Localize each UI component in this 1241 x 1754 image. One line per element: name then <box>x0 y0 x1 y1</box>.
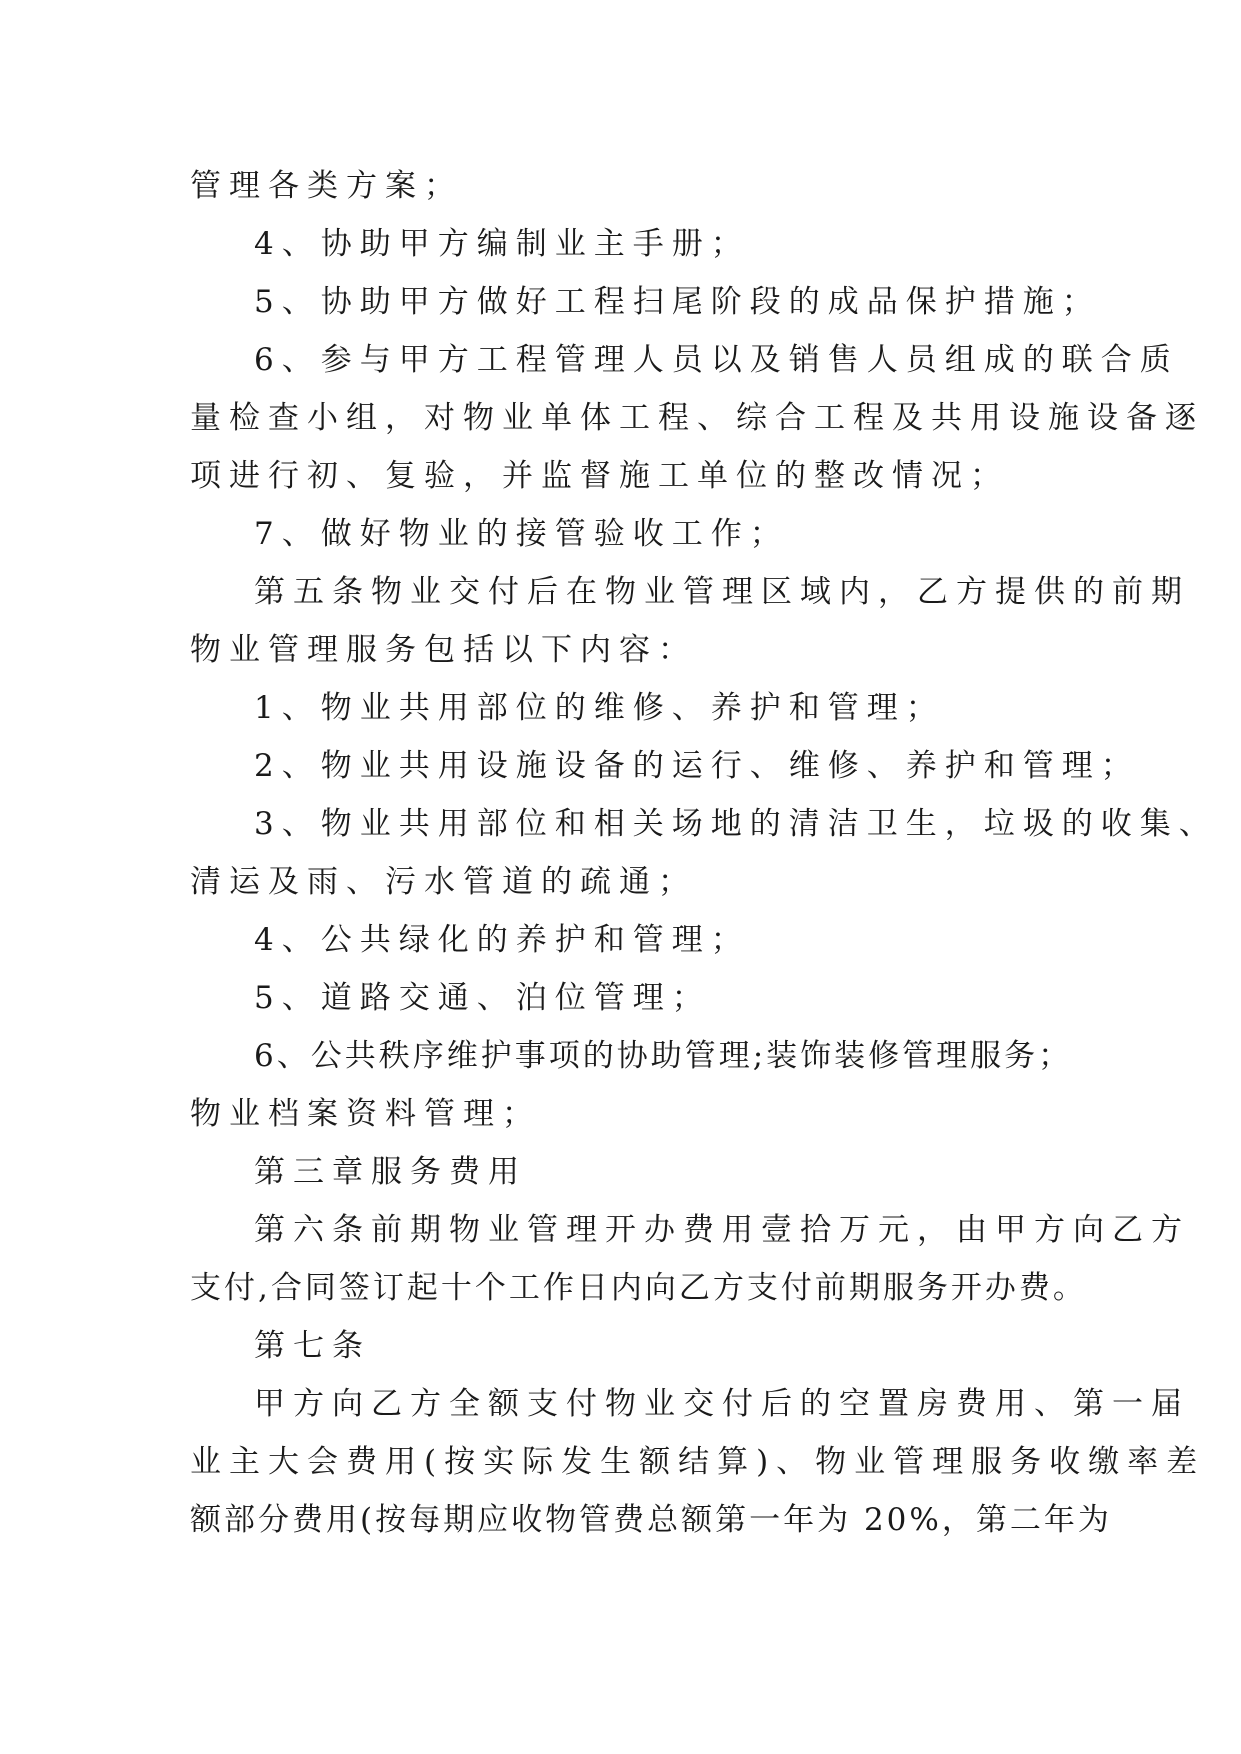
text-line: 清运及雨、污水管道的疏通； <box>190 864 697 900</box>
document-body <box>190 157 1218 1549</box>
text-line: 2、物业共用设施设备的运行、维修、养护和管理； <box>254 748 1140 784</box>
text-line: 6、参与甲方工程管理人员以及销售人员组成的联合质 <box>254 342 1179 378</box>
text-line: 业主大会费用(按实际发生额结算)、物业管理服务收缴率差 <box>190 1444 1206 1480</box>
text-line: 第六条前期物业管理开办费用壹拾万元，由甲方向乙方 <box>254 1212 1190 1248</box>
text-line: 6、公共秩序维护事项的协助管理;装饰装修管理服务； <box>254 1038 1073 1074</box>
text-line: 1、物业共用部位的维修、养护和管理； <box>254 690 945 726</box>
text-line: 物业管理服务包括以下内容： <box>190 632 697 668</box>
text-line: 4、协助甲方编制业主手册； <box>254 226 750 262</box>
text-line: 支付,合同签订起十个工作日内向乙方支付前期服务开办费。 <box>190 1270 1087 1306</box>
text-line: 5、协助甲方做好工程扫尾阶段的成品保护措施； <box>254 284 1101 320</box>
text-line: 物业档案资料管理； <box>190 1096 541 1132</box>
text-line: 管理各类方案； <box>190 168 463 204</box>
text-line: 第五条物业交付后在物业管理区域内，乙方提供的前期 <box>254 574 1190 610</box>
text-line: 3、物业共用部位和相关场地的清洁卫生，垃圾的收集、 <box>254 806 1218 842</box>
text-line: 7、做好物业的接管验收工作； <box>254 516 789 552</box>
text-line: 量检查小组，对物业单体工程、综合工程及共用设施设备逐 <box>190 400 1204 436</box>
text-line: 额部分费用(按每期应收物管费总额第一年为 20%，第二年为 <box>190 1502 1112 1538</box>
article-heading: 第七条 <box>254 1328 371 1364</box>
text-line: 项进行初、复验，并监督施工单位的整改情况； <box>190 458 1009 494</box>
section-heading: 第三章服务费用 <box>254 1154 527 1190</box>
text-line: 4、公共绿化的养护和管理； <box>254 922 750 958</box>
text-line: 5、道路交通、泊位管理； <box>254 980 711 1016</box>
text-line: 甲方向乙方全额支付物业交付后的空置房费用、第一届 <box>254 1386 1190 1422</box>
